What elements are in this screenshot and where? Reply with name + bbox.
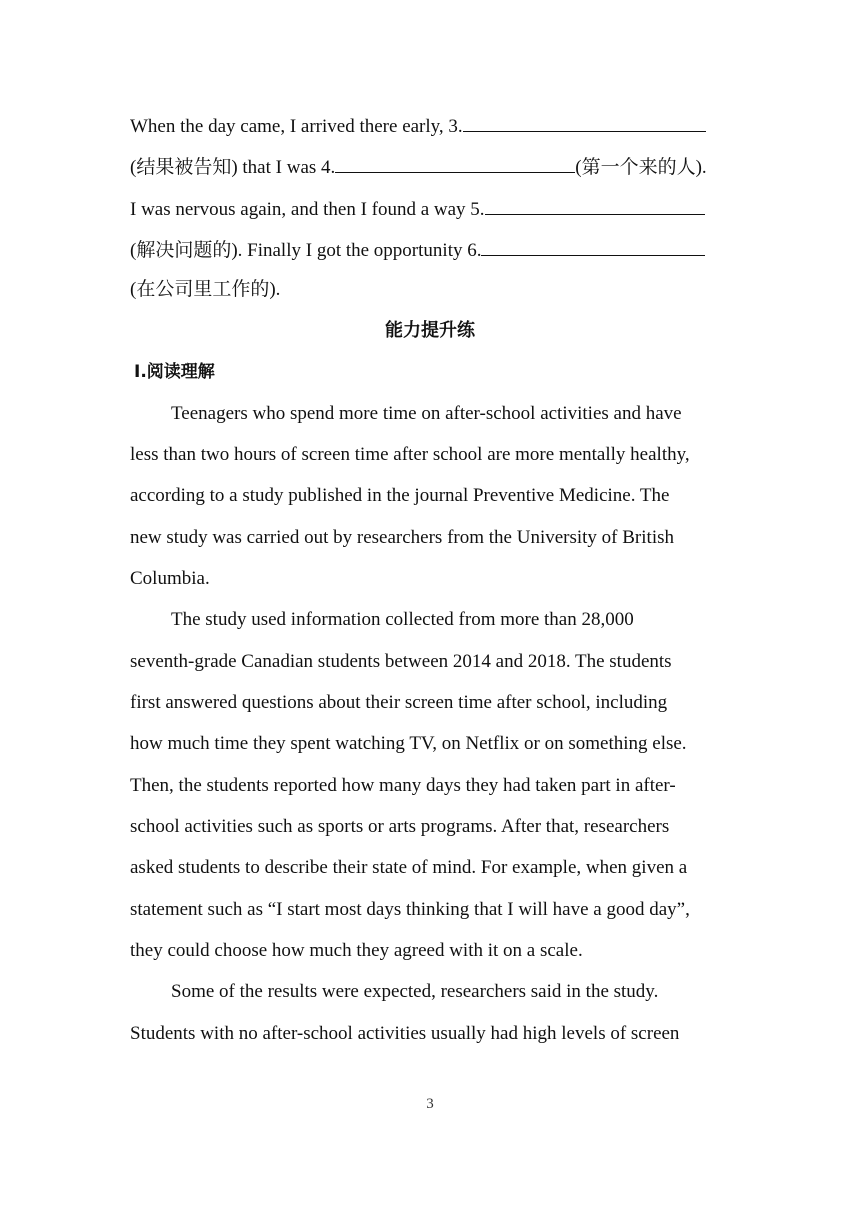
passage-line: first answered questions about their screen time after school, including <box>130 692 668 713</box>
passage-line: new study was carried out by researchers from the University of British <box>130 527 674 548</box>
exercise-line-3 <box>130 113 706 139</box>
exercise-line-7 <box>130 278 280 302</box>
exercise-text: (第一个来的人). <box>575 157 707 178</box>
passage-line: they could choose how much they agreed with it on a scale. <box>130 940 583 961</box>
exercise-text: (在公司里工作的). <box>130 279 281 300</box>
passage-line: school activities such as sports or arts programs. After that, researchers <box>130 816 670 837</box>
section-title: 能力提升练 <box>385 320 475 341</box>
passage-line: how much time they spent watching TV, on Netflix or on something else. <box>130 733 687 754</box>
passage-line: seventh-grade Canadian students between 2014 and 2018. The students <box>130 651 672 672</box>
exercise-text: I was nervous again, and then I found a way 5. <box>130 199 485 220</box>
passage-line: Columbia. <box>130 568 210 589</box>
passage-line: according to a study published in the journal Preventive Medicine. The <box>130 485 670 506</box>
page-number: 3 <box>426 1096 434 1112</box>
exercise-text: (解决问题的). Finally I got the opportunity 6. <box>130 240 482 261</box>
passage-line: Teenagers who spend more time on after-school activities and have <box>171 403 682 424</box>
passage-line: The study used information collected from more than 28,000 <box>171 609 634 630</box>
passage-line: Then, the students reported how many days they had taken part in after- <box>130 775 676 796</box>
answer-blank-5[interactable] <box>485 196 705 215</box>
exercise-text: When the day came, I arrived there early, 3. <box>130 116 463 137</box>
exercise-line-6 <box>130 237 705 263</box>
passage-line: statement such as “I start most days thinking that I will have a good day”, <box>130 899 690 920</box>
passage-line: Students with no after-school activities usually had high levels of screen <box>130 1023 680 1044</box>
answer-blank-3[interactable] <box>463 113 706 132</box>
answer-blank-4[interactable] <box>335 154 575 173</box>
part-label: Ⅰ.阅读理解 <box>134 362 215 382</box>
exercise-text: (结果被告知) that I was 4. <box>130 157 336 178</box>
passage-line: less than two hours of screen time after school are more mentally healthy, <box>130 444 690 465</box>
passage-line: asked students to describe their state of mind. For example, when given a <box>130 857 688 878</box>
answer-blank-6[interactable] <box>481 237 705 256</box>
exercise-line-4 <box>130 154 707 180</box>
exercise-line-5 <box>130 196 705 222</box>
passage-line: Some of the results were expected, researchers said in the study. <box>171 981 659 1002</box>
